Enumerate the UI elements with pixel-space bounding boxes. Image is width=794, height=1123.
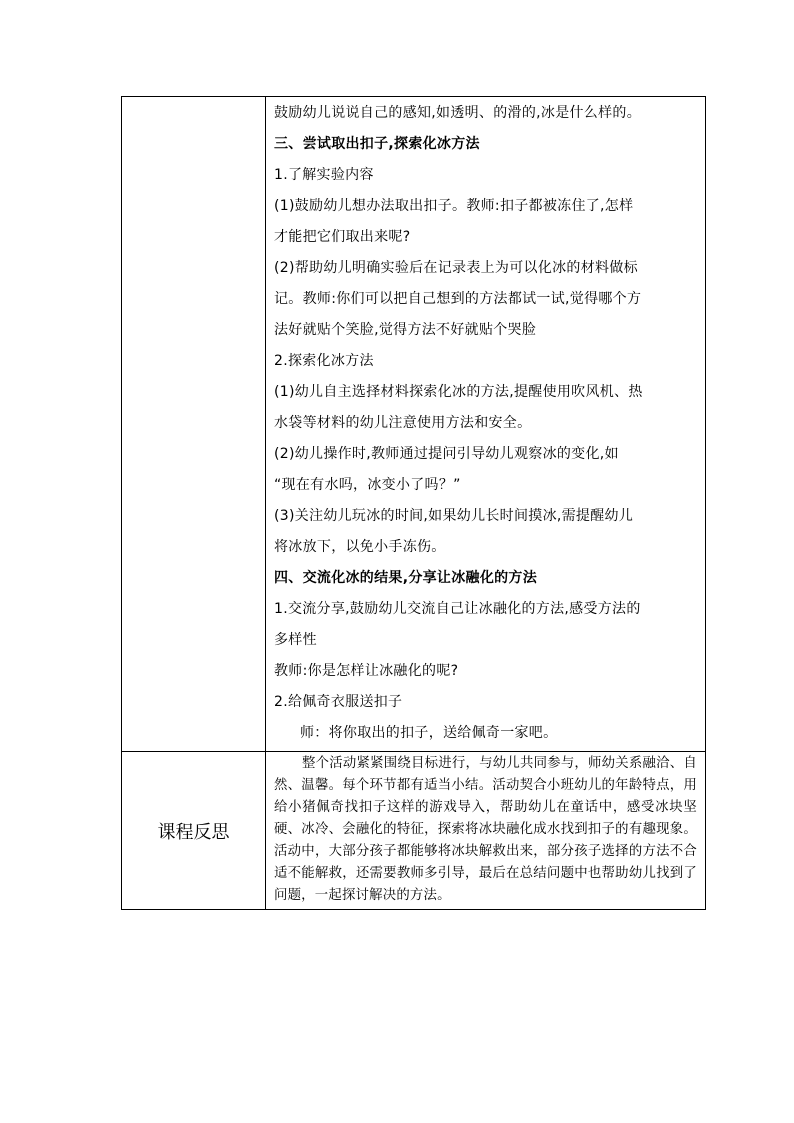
text-line: (1)幼儿自主选择材料探索化冰的方法,提醒使用吹风机、热 bbox=[274, 384, 643, 400]
text-line: 才能把它们取出来呢? bbox=[274, 229, 411, 245]
text-line: (1)鼓励幼儿想办法取出扣子。教师:扣子都被冻住了,怎样 bbox=[274, 198, 634, 214]
lesson-plan-table bbox=[121, 96, 706, 910]
text-line: 记。教师:你们可以把自己想到的方法都试一试,觉得哪个方 bbox=[274, 291, 642, 307]
reflection-text: 整个活动紧紧围绕目标进行，与幼儿共同参与，师幼关系融洽、自然、温馨。每个环节都有适当小结。活动契合小班幼儿的年龄特点，用给小猪佩奇找扣子这样的游戏导入，帮助幼儿在童话中，感受冰块坚硬、冰冷、会融化的特征，探索将冰块融化成水找到扣子的有趣现象。活动中，大部分孩子都能够将冰块解救出来，部分孩子选择的方法不合适不能解救，还需要教师多引导，最后在总结问题中也帮助幼儿找到了问题，一起探讨解决的方法。 bbox=[274, 756, 697, 903]
text-line: 1.交流分享,鼓励幼儿交流自己让冰融化的方法,感受方法的 bbox=[274, 601, 641, 617]
text-line: 2.给佩奇衣服送扣子 bbox=[274, 694, 403, 710]
text-line: 水袋等材料的幼儿注意使用方法和安全。 bbox=[274, 415, 532, 431]
activity-content-cell bbox=[266, 97, 706, 752]
text-line: 法好就贴个笑脸,觉得方法不好就贴个哭脸 bbox=[274, 322, 537, 338]
reflection-label: 课程反思 bbox=[122, 752, 266, 910]
text-line: (2)幼儿操作时,教师通过提问引导幼儿观察冰的变化,如 bbox=[274, 446, 619, 462]
text-line: 将冰放下，以免小手冻伤。 bbox=[274, 539, 446, 555]
text-line: 鼓励幼儿说说自己的感知,如透明、的滑的,冰是什么样的。 bbox=[274, 105, 641, 121]
text-line: (3)关注幼儿玩冰的时间,如果幼儿长时间摸冰,需提醒幼儿 bbox=[274, 508, 634, 524]
section-heading: 三、尝试取出扣子,探索化冰方法 bbox=[274, 136, 480, 152]
reflection-row bbox=[122, 752, 706, 910]
text-line: 师：将你取出的扣子，送给佩奇一家吧。 bbox=[300, 725, 558, 741]
section-heading: 四、交流化冰的结果,分享让冰融化的方法 bbox=[274, 570, 538, 586]
text-line: 多样性 bbox=[274, 632, 317, 648]
text-line: 教师:你是怎样让冰融化的呢? bbox=[274, 663, 459, 679]
activity-process-row bbox=[122, 97, 706, 752]
activity-content bbox=[266, 97, 705, 751]
reflection-paragraph bbox=[266, 752, 705, 909]
reflection-content-cell bbox=[266, 752, 706, 910]
text-line: (2)帮助幼儿明确实验后在记录表上为可以化冰的材料做标 bbox=[274, 260, 638, 276]
activity-label-cell bbox=[122, 97, 266, 752]
text-line: 1.了解实验内容 bbox=[274, 167, 374, 183]
text-line: 2.探索化冰方法 bbox=[274, 353, 374, 369]
text-line: “现在有水吗，冰变小了吗？” bbox=[274, 477, 461, 493]
